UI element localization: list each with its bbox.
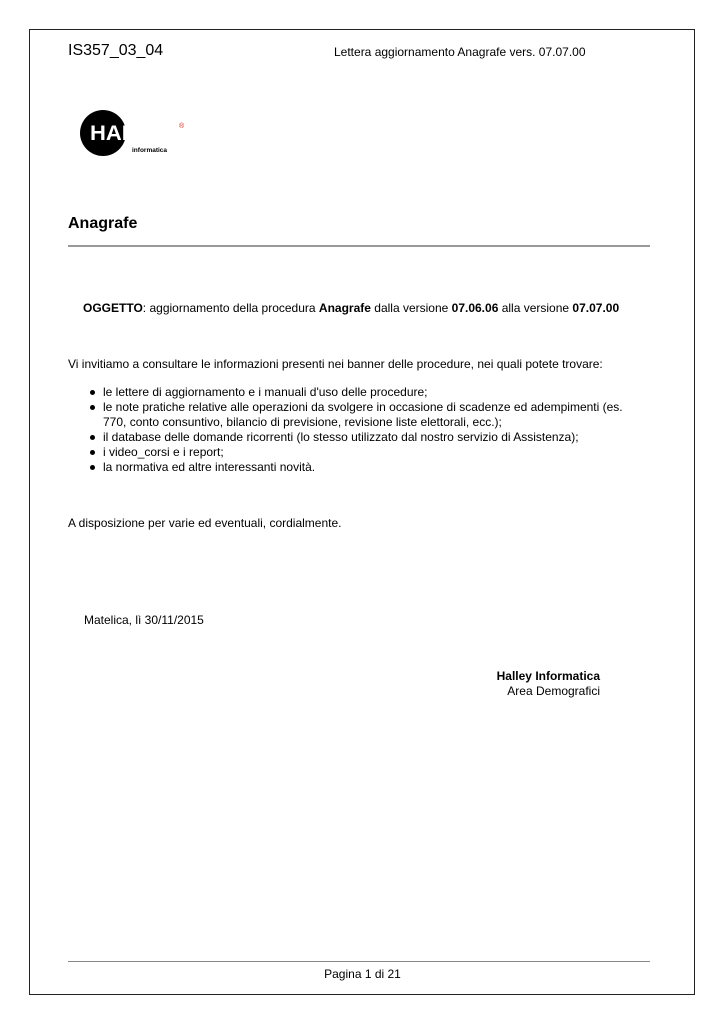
- logo-brand-text: HALLEY: [90, 122, 178, 145]
- document-title: Lettera aggiornamento Anagrafe vers. 07.07.00: [334, 45, 586, 59]
- intro-paragraph: Vi invitiamo a consultare le informazioni presenti nei banner delle procedure, nei quali potete trovare:: [68, 357, 603, 371]
- place-date: Matelica, lì 30/11/2015: [84, 613, 204, 627]
- subject-text-1: : aggiornamento della procedura: [142, 301, 319, 315]
- list-item-text: i video_corsi e i report;: [103, 445, 224, 459]
- list-item: [68, 445, 648, 460]
- list-item: [68, 430, 648, 445]
- bullet-icon: [90, 450, 95, 455]
- list-item: [68, 460, 648, 475]
- signature-block: [450, 669, 600, 699]
- document-code: IS357_03_04: [68, 42, 164, 59]
- bullet-icon: [90, 390, 95, 395]
- page-number: Pagina 1 di 21: [324, 967, 401, 981]
- subject-from-version: 07.06.06: [451, 301, 499, 315]
- halley-logo: [76, 108, 188, 158]
- bullet-icon: [90, 405, 95, 410]
- bullet-icon: [90, 465, 95, 470]
- logo-sub-text: informatica: [132, 147, 168, 154]
- list-item: [68, 400, 648, 430]
- subject-text-3: alla versione: [498, 301, 573, 315]
- signature-company: Halley Informatica: [496, 669, 600, 683]
- list-item: [68, 385, 648, 400]
- subject-label: OGGETTO: [83, 301, 143, 315]
- list-item-text: le note pratiche relative alle operazioni da svolgere in occasione di scadenze ed adempimenti (es. 770, conto consuntivo, bilancio di previsione, revisione liste elettorali, ecc.);: [103, 400, 623, 429]
- list-item-text: il database delle domande ricorrenti (lo stesso utilizzato dal nostro servizio di Assistenza);: [103, 430, 579, 444]
- title-divider: [68, 245, 650, 247]
- page-frame: [29, 29, 695, 995]
- list-item-text: le lettere di aggiornamento e i manuali d'uso delle procedure;: [103, 385, 428, 399]
- resource-list: [68, 385, 648, 475]
- signature-department: Area Demografici: [507, 684, 600, 698]
- logo-registered-mark: ®: [179, 123, 185, 130]
- halley-logo-graphic: [76, 108, 188, 158]
- section-title: Anagrafe: [68, 215, 138, 232]
- subject-procedure: Anagrafe: [318, 301, 371, 315]
- closing-paragraph: A disposizione per varie ed eventuali, cordialmente.: [68, 516, 342, 530]
- subject-text-2: dalla versione: [370, 301, 452, 315]
- subject-line: [83, 301, 619, 315]
- footer-divider: [68, 961, 650, 962]
- bullet-icon: [90, 435, 95, 440]
- subject-to-version: 07.07.00: [572, 301, 620, 315]
- list-item-text: la normativa ed altre interessanti novità.: [103, 460, 316, 474]
